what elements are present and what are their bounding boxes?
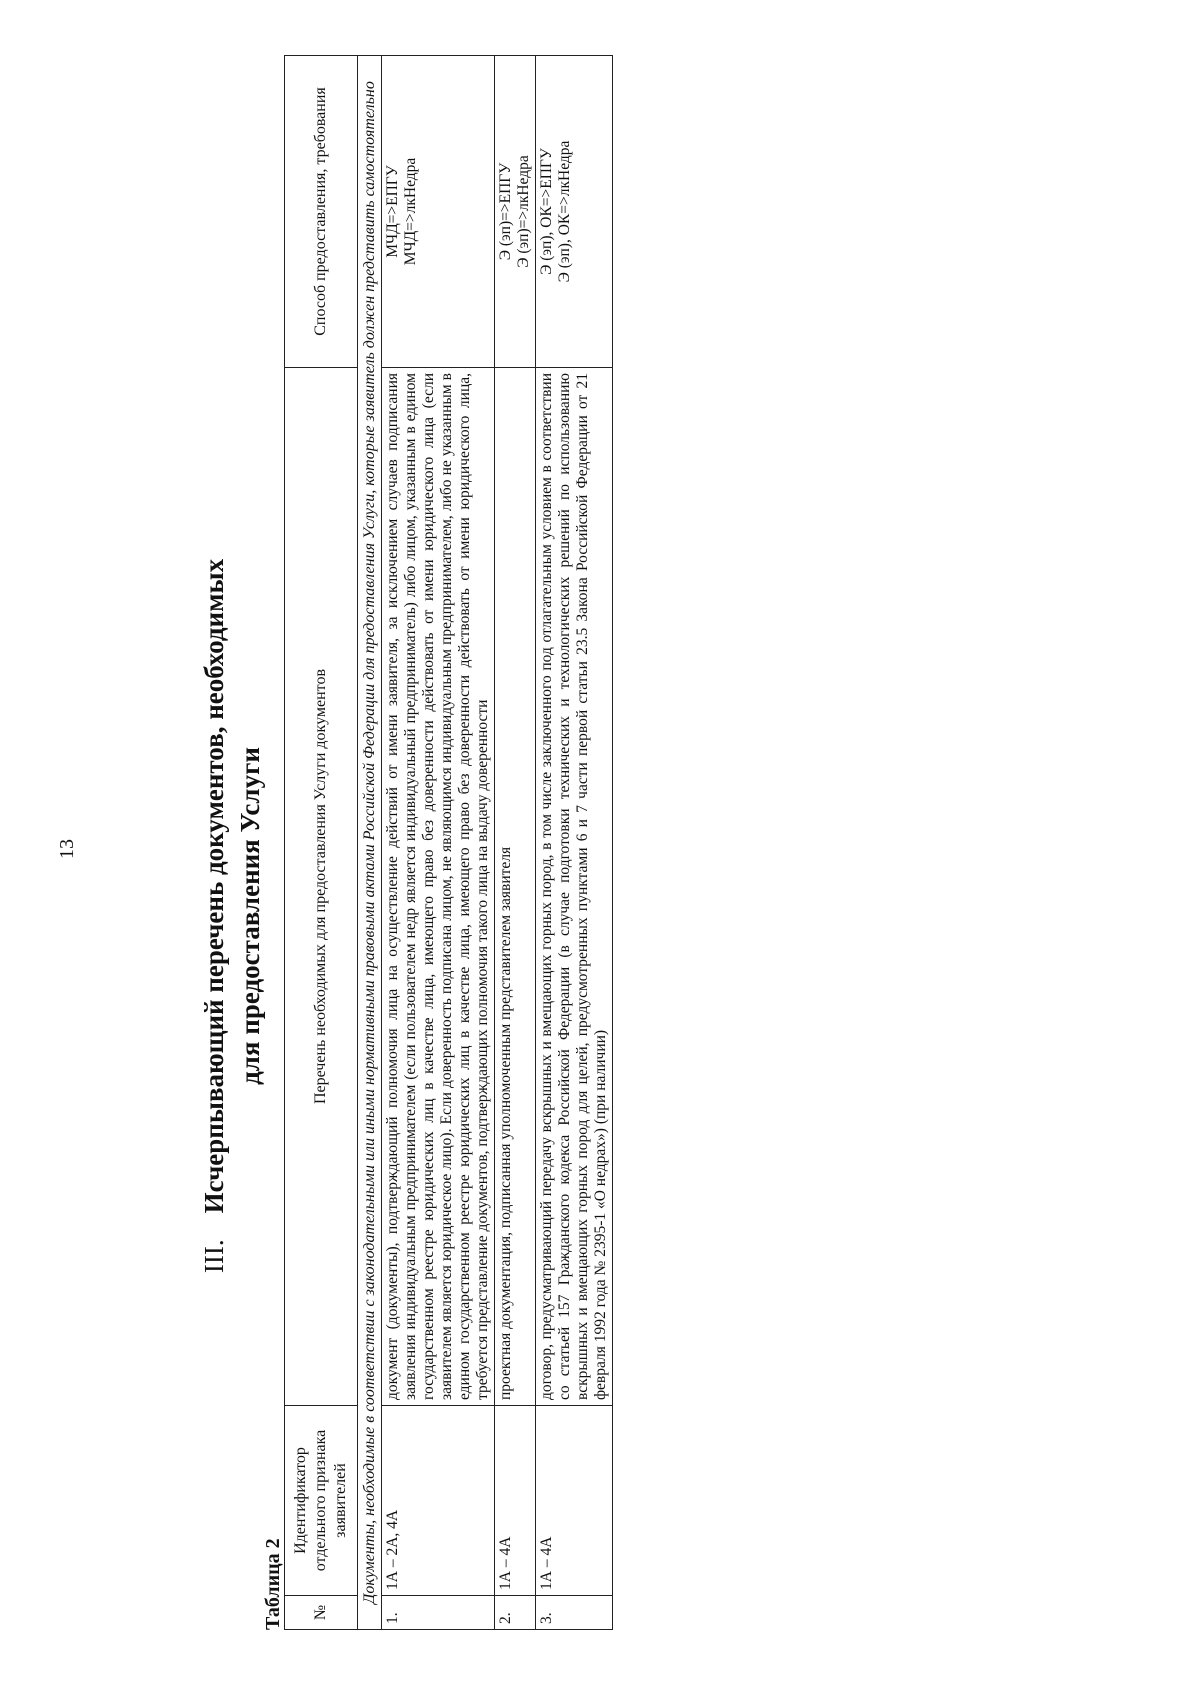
table-header-row	[285, 56, 358, 1630]
row-method	[536, 56, 613, 368]
method-line: Э (эп)=>ЕПГУ	[497, 162, 514, 261]
section-title-line2: для предоставления Услуги	[235, 747, 265, 1085]
method-line: Э (эп), ОК=>лкНедра	[556, 140, 573, 283]
row-num: 1.	[382, 1596, 495, 1630]
section-title	[196, 276, 268, 1556]
header-documents: Перечень необходимых для предоставления Услуги документов	[285, 368, 358, 1406]
row-document: проектная документация, подписанная уполномоченным представителем заявителя	[495, 368, 536, 1406]
row-identifier: 1А – 4А	[536, 1406, 613, 1596]
section-number: III.	[199, 1239, 229, 1274]
row-document: договор, предусматривающий передачу вскрышных и вмещающих горных пород, в том числе заключенного под отлагательным условием в соответствии со статьей 157 Гражданского кодекса Российской Федерации (в случае подготовки технических и технологических решений по использованию вскрышных и вмещающих горных пород для целей, предусмотренных пунктами 6 и 7 части первой статьи 23.5 Закона Российской Федерации от 21 февраля 1992 года № 2395-1 «О недрах») (при наличии)	[536, 368, 613, 1406]
row-document: документ (документы), подтверждающий полномочия лица на осуществление действий от имени заявителя, за исключением случаев подписания заявления индивидуальным предпринимателем (если пользователем недр является индивидуальный предприниматель) либо лицом, указанным в едином государственном реестре юридических лиц в качестве лица, имеющего право без доверенности действовать от имени юридического лица (если заявителем является юридическое лицо). Если доверенность подписана лицом, не являющимся индивидуальным предпринимателем, либо не указанным в едином государственном реестре юридических лиц в качестве лица, имеющего право без доверенности действовать от имени юридического лица, требуется представление документов, подтверждающих полномочия такого лица на выдачу доверенности	[382, 368, 495, 1406]
method-line: Э (эп), ОК=>ЕПГУ	[538, 148, 555, 275]
method-line: Э (эп)=>лкНедра	[515, 155, 532, 268]
table-row	[536, 56, 613, 1630]
page-number: 13	[56, 839, 78, 859]
section-title-line1	[196, 276, 232, 1556]
row-num: 3.	[536, 1596, 613, 1630]
table-label: Таблица 2	[262, 1538, 284, 1630]
row-identifier: 1А – 2А, 4А	[382, 1406, 495, 1596]
group-row	[358, 56, 382, 1630]
row-method	[382, 56, 495, 368]
header-num: №	[285, 1596, 358, 1630]
method-line: МЧД=>лкНедра	[402, 157, 419, 266]
header-method: Способ предоставления, требования	[285, 56, 358, 368]
table-row	[495, 56, 536, 1630]
table-row	[382, 56, 495, 1630]
row-identifier: 1А – 4А	[495, 1406, 536, 1596]
row-method	[495, 56, 536, 368]
group-row-text: Документы, необходимые в соответствии с законодательными или иными нормативными правовыми актами Российской Федерации для предоставления Услуги, которые заявитель должен представить самостоятельно	[358, 56, 382, 1630]
section-title-text1: Исчерпывающий перечень документов, необходимых	[199, 558, 229, 1214]
documents-table	[284, 55, 613, 1630]
row-num: 2.	[495, 1596, 536, 1630]
header-identifier: Идентификатор отдельного признака заявителей	[285, 1406, 358, 1596]
method-line: МЧД=>ЕПГУ	[384, 165, 401, 258]
